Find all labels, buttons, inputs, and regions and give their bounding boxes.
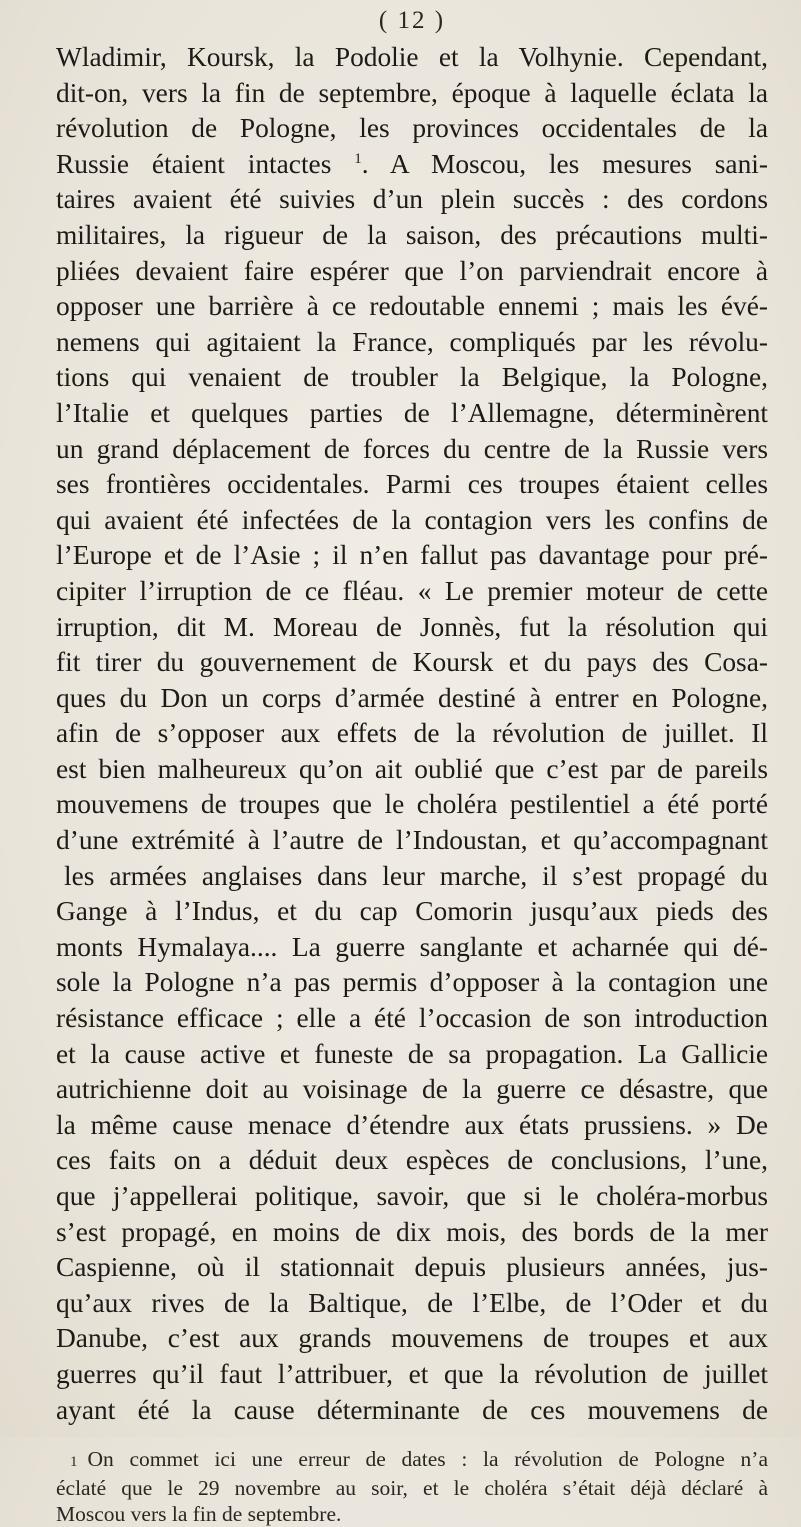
text-line: afin de s’opposer aux effets de la révolution de juillet. Il xyxy=(56,718,768,749)
text-line: qu’aux rives de la Baltique, de l’Elbe, de l’Oder et du xyxy=(56,1287,768,1318)
text-line: dit-on, vers la fin de septembre, époque à laquelle éclata la xyxy=(56,77,768,108)
text-line: qui avaient été infectées de la contagion vers les confins de xyxy=(56,504,768,535)
text-line: autrichienne doit au voisinage de la guerre ce désastre, que xyxy=(56,1074,768,1105)
text-line: d’une extrémité à l’autre de l’Indoustan, et qu’accompagnant xyxy=(56,825,768,856)
text-line: la même cause menace d’étendre aux états prussiens. » De xyxy=(56,1109,768,1140)
text-line: tions qui venaient de troubler la Belgique, la Pologne, xyxy=(56,362,768,393)
text-line: Wladimir, Koursk, la Podolie et la Volhynie. Cependant, xyxy=(56,42,768,72)
page-number: ( 12 ) xyxy=(378,7,446,34)
text-line: révolution de Pologne, les provinces occidentales de la xyxy=(56,113,768,144)
text-line: ayant été la cause déterminante de ces mouvemens de xyxy=(56,1394,768,1425)
text-line: que j’appellerai politique, savoir, que si le choléra-morbus xyxy=(56,1181,768,1211)
text-line: résistance efficace ; elle a été l’occasion de son introduction xyxy=(56,1003,768,1034)
footnote xyxy=(56,1446,768,1527)
text-segment: . A Moscou, les mesures sani- xyxy=(361,148,768,179)
footnote-number: 1 xyxy=(70,1454,78,1471)
text-line: et la cause active et funeste de sa propagation. La Gallicie xyxy=(56,1038,768,1069)
text-line: opposer une barrière à ce redoutable ennemi ; mais les évé- xyxy=(56,291,768,322)
text-line xyxy=(56,147,768,183)
text-line: monts Hymalaya.... La guerre sanglante et acharnée qui dé- xyxy=(56,931,768,962)
footnote-line xyxy=(56,1446,768,1475)
text-line: irruption, dit M. Moreau de Jonnès, fut la résolution qui xyxy=(56,611,768,642)
text-line: guerres qu’il faut l’attribuer, et que la révolution de juillet xyxy=(56,1358,768,1389)
book-page xyxy=(56,6,768,1527)
text-line: l’Italie et quelques parties de l’Allemagne, déterminèrent xyxy=(56,397,768,428)
text-line: Gange à l’Indus, et du cap Comorin jusqu’aux pieds des xyxy=(56,896,768,927)
footnote-reference: 1 xyxy=(354,150,362,167)
text-line: ses frontières occidentales. Parmi ces troupes étaient celles xyxy=(56,469,768,500)
text-line: ces faits on a déduit deux espèces de conclusions, l’une, xyxy=(56,1145,768,1176)
text-line: taires avaient été suivies d’un plein succès : des cordons xyxy=(56,184,768,215)
text-line: mouvemens de troupes que le choléra pestilentiel a été porté xyxy=(56,789,768,820)
text-line: militaires, la rigueur de la saison, des précautions multi- xyxy=(56,219,768,250)
footnote-text: On commet ici une erreur de dates : la révolution de Pologne n’a xyxy=(87,1447,768,1472)
text-line: nemens qui agitaient la France, compliqués par les révolu- xyxy=(56,326,768,357)
text-line: pliées devaient faire espérer que l’on parviendrait encore à xyxy=(56,255,768,286)
text-line: Danube, c’est aux grands mouvemens de troupes et aux xyxy=(56,1323,768,1354)
footnote-line: éclaté que le 29 novembre au soir, et le choléra s’était déjà déclaré à xyxy=(56,1476,768,1501)
footnote-line: Moscou vers la fin de septembre. xyxy=(56,1502,342,1527)
text-line: est bien malheureux qu’on ait oublié que c’est par de pareils xyxy=(56,753,768,784)
text-line: ques du Don un corps d’armée destiné à entrer en Pologne, xyxy=(56,682,768,713)
text-line: sole la Pologne n’a pas permis d’opposer à la contagion une xyxy=(56,967,768,998)
text-line: les armées anglaises dans leur marche, il s’est propagé du xyxy=(64,860,768,891)
text-line: l’Europe et de l’Asie ; il n’en fallut pas davantage pour pré- xyxy=(56,540,768,571)
text-line: un grand déplacement de forces du centre de la Russie vers xyxy=(56,433,768,464)
text-line: fit tirer du gouvernement de Koursk et du pays des Cosa- xyxy=(56,647,768,678)
body-text xyxy=(56,40,768,1428)
text-line: cipiter l’irruption de ce fléau. « Le premier moteur de cette xyxy=(56,575,768,606)
text-line: s’est propagé, en moins de dix mois, des bords de la mer xyxy=(56,1216,768,1247)
text-line: Caspienne, où il stationnait depuis plusieurs années, jus- xyxy=(56,1252,768,1283)
text-segment: Russie étaient intactes xyxy=(56,148,355,179)
